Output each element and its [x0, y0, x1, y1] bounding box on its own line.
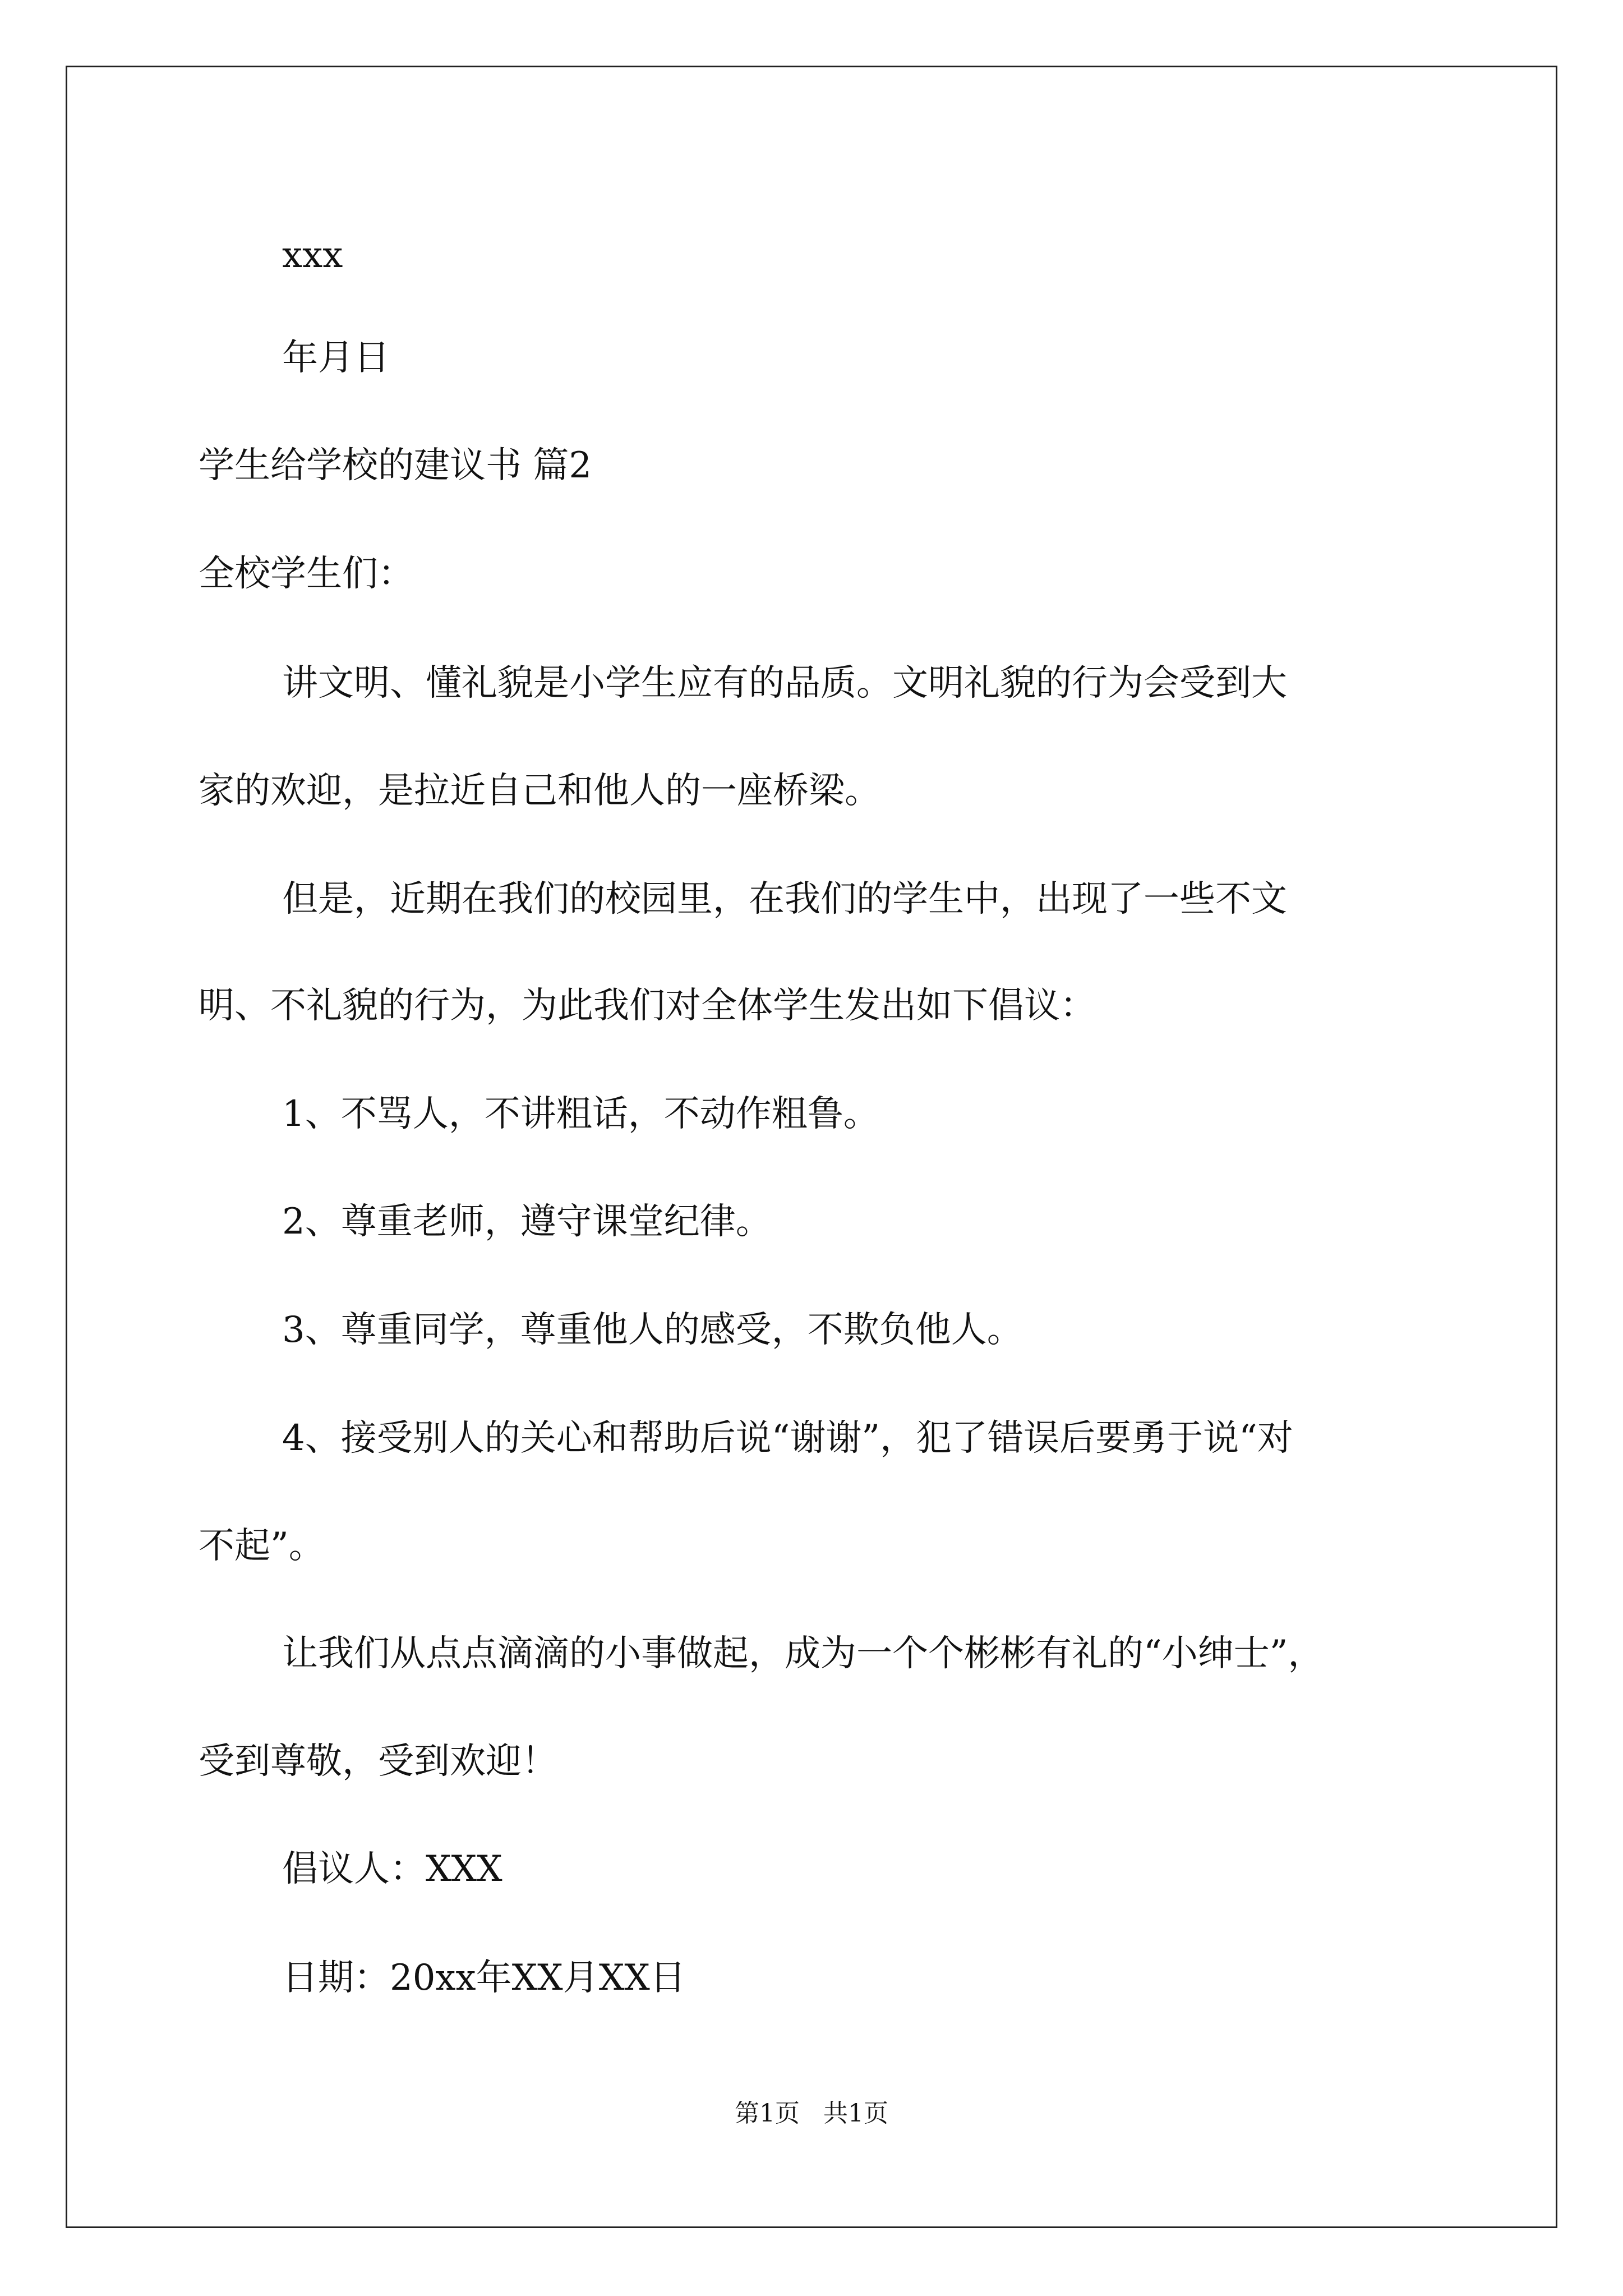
paragraph-1-line-1: 讲文明、懂礼貌是小学生应有的品质。文明礼貌的行为会受到大: [282, 662, 1287, 704]
paragraph-2-line-1: 但是，近期在我们的校园里，在我们的学生中，出现了一些不文: [282, 878, 1287, 920]
proposal-item-1: 1、不骂人，不讲粗话，不动作粗鲁。: [282, 1093, 879, 1135]
salutation: 全校学生们：: [199, 553, 414, 595]
proposal-item-2: 2、尊重老师，遵守课堂纪律。: [282, 1201, 772, 1243]
page-footer: 第1页 共1页: [735, 2099, 888, 2128]
paragraph-3-line-1: 让我们从点点滴滴的小事做起，成为一个个彬彬有礼的“小绅士”，: [282, 1633, 1324, 1674]
proposal-item-3: 3、尊重同学，尊重他人的感受，不欺负他人。: [282, 1309, 1023, 1351]
page-border: [66, 66, 1557, 2228]
date-line: 日期：20xx年XX月XX日: [282, 1957, 686, 1999]
paragraph-1-line-2: 家的欢迎，是拉近自己和他人的一座桥梁。: [199, 770, 880, 812]
proposal-item-4-line-2: 不起”。: [199, 1525, 325, 1567]
proposal-item-4-line-1: 4、接受别人的关心和帮助后说“谢谢”，犯了错误后要勇于说“对: [282, 1418, 1293, 1459]
proposer-line: 倡议人：XXX: [282, 1848, 502, 1890]
signature-date: 年月日: [282, 337, 390, 379]
section-heading: 学生给学校的建议书 篇2: [199, 445, 592, 486]
paragraph-2-line-2: 明、不礼貌的行为，为此我们对全体学生发出如下倡议：: [199, 985, 1096, 1027]
paragraph-3-line-2: 受到尊敬，受到欢迎！: [199, 1741, 557, 1782]
signature-name: xxx: [282, 234, 343, 276]
